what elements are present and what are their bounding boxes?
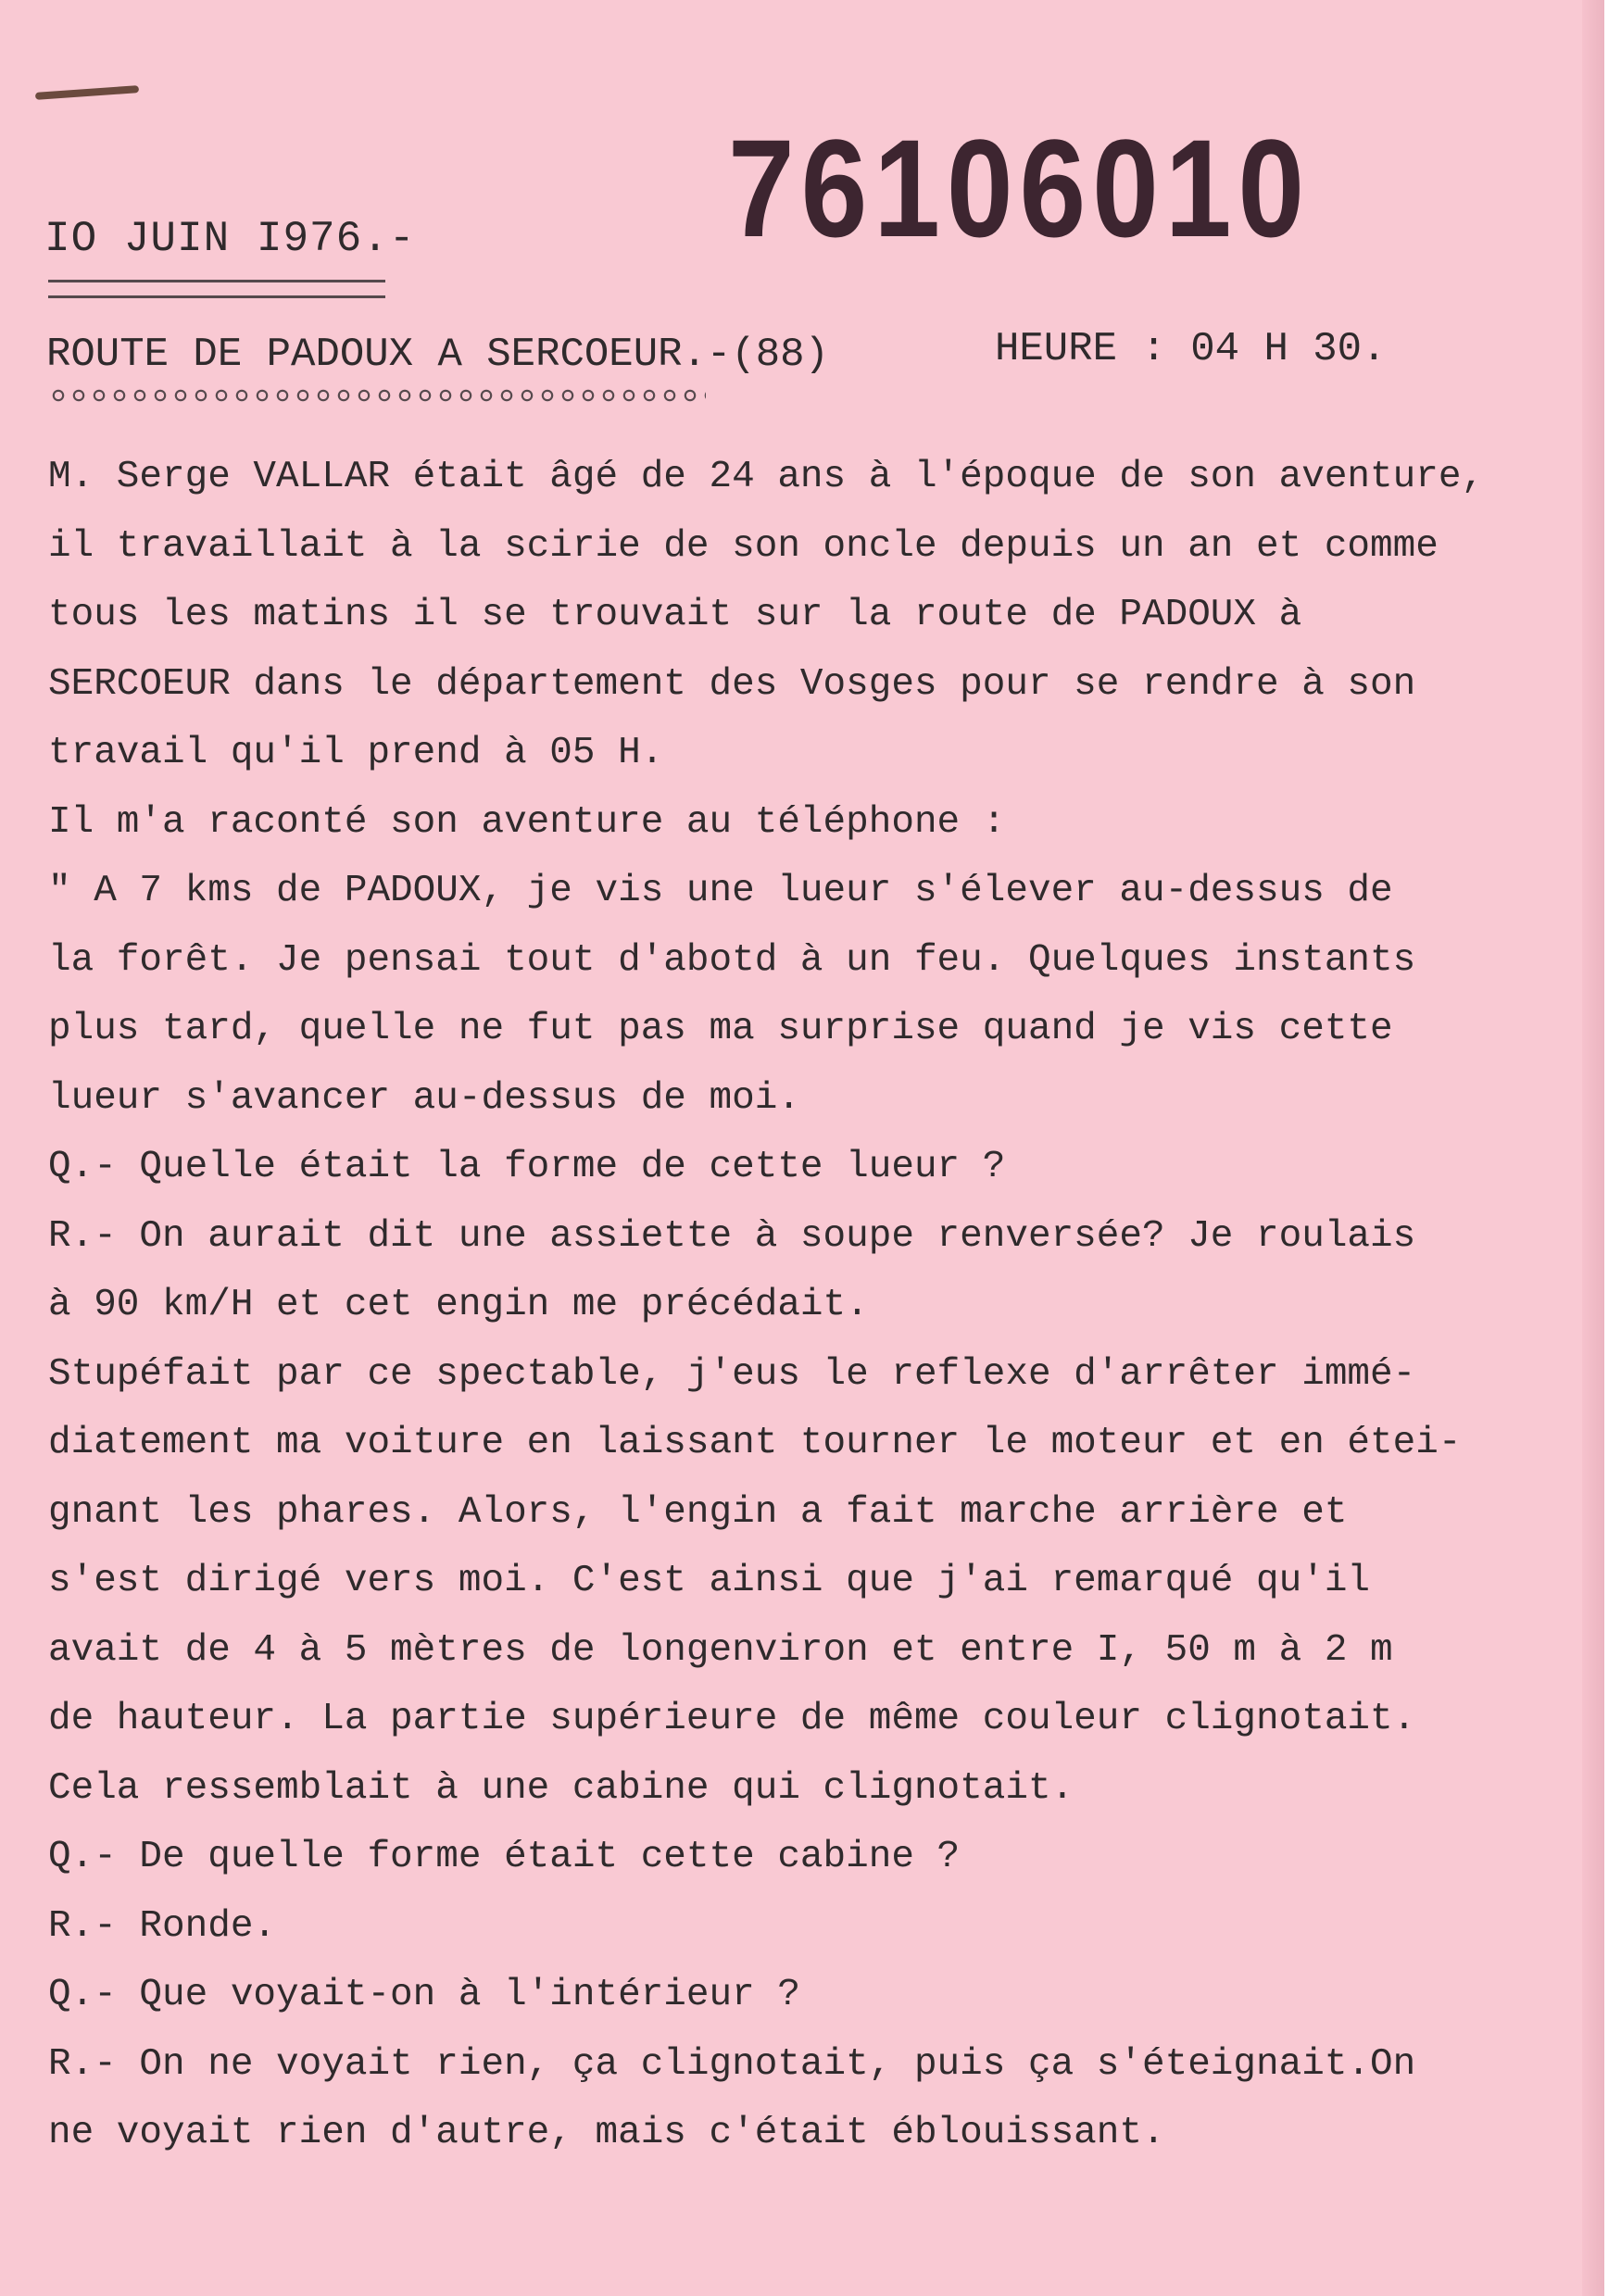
- text-line: gnant les phares. Alors, l'engin a fait marche arrière et: [48, 1490, 1348, 1534]
- text-line: tous les matins il se trouvait sur la route de PADOUX à: [48, 594, 1302, 636]
- text-line: lueur s'avancer au-dessus de moi.: [48, 1076, 800, 1120]
- text-line: M. Serge VALLAR était âgé de 24 ans à l'époque de son aventure,: [48, 456, 1485, 498]
- text-line: R.- On aurait dit une assiette à soupe renversée? Je roulais: [48, 1214, 1416, 1258]
- text-line: Stupéfait par ce spectable, j'eus le reflexe d'arrêter immé-: [48, 1352, 1416, 1396]
- text-line: à 90 km/H et cet engin me précédait.: [48, 1284, 869, 1326]
- dotted-underline: [48, 385, 706, 406]
- text-line: Cela ressemblait à une cabine qui clignotait.: [48, 1766, 1074, 1810]
- text-line: s'est dirigé vers moi. C'est ainsi que j'ai remarqué qu'il: [48, 1560, 1371, 1602]
- text-line: il travaillait à la scirie de son oncle depuis un an et comme: [48, 524, 1439, 568]
- text-line: Q.- Quelle était la forme de cette lueur ?: [48, 1146, 1006, 1188]
- text-line: avait de 4 à 5 mètres de longenviron et entre I, 50 m à 2 m: [48, 1628, 1393, 1672]
- document-date: IO JUIN I976.-: [44, 215, 416, 263]
- location-heading: ROUTE DE PADOUX A SERCOEUR.-(88): [46, 332, 829, 378]
- text-line: travail qu'il prend à 05 H.: [48, 732, 664, 774]
- text-line: SERCOEUR dans le département des Vosges pour se rendre à son: [48, 662, 1416, 706]
- text-line: Il m'a raconté son aventure au téléphone :: [48, 800, 1006, 844]
- time-heading: HEURE : 04 H 30.: [995, 326, 1387, 372]
- text-line: " A 7 kms de PADOUX, je vis une lueur s'élever au-dessus de: [48, 870, 1393, 912]
- text-line: plus tard, quelle ne fut pas ma surprise quand je vis cette: [48, 1008, 1393, 1050]
- text-line: diatement ma voiture en laissant tourner le moteur et en étei-: [48, 1422, 1462, 1464]
- text-line: Q.- De quelle forme était cette cabine ?: [48, 1836, 961, 1878]
- report-body: [48, 443, 1586, 2168]
- text-line: R.- On ne voyait rien, ça clignotait, puis ça s'éteignait.On: [48, 2042, 1416, 2086]
- reference-stamp: 76106010: [728, 110, 1311, 266]
- text-line: Q.- Que voyait-on à l'intérieur ?: [48, 1974, 800, 2016]
- text-line: ne voyait rien d'autre, mais c'était éblouissant.: [48, 2112, 1165, 2154]
- double-underline: [48, 280, 385, 298]
- staple-mark: [35, 85, 139, 100]
- text-line: la forêt. Je pensai tout d'abotd à un feu. Quelques instants: [48, 938, 1416, 982]
- text-line: R.- Ronde.: [48, 1904, 277, 1948]
- text-line: de hauteur. La partie supérieure de même couleur clignotait.: [48, 1698, 1416, 1740]
